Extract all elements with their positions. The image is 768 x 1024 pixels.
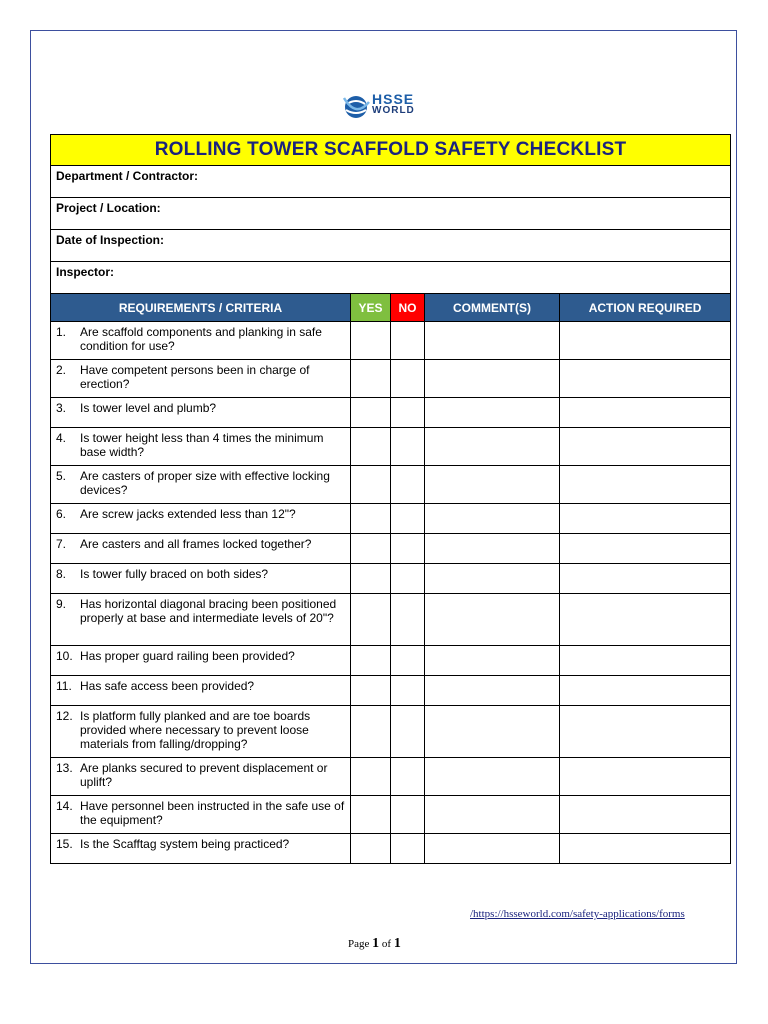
yes-cell[interactable] bbox=[351, 758, 391, 796]
no-cell[interactable] bbox=[391, 796, 425, 834]
requirement-cell bbox=[51, 834, 351, 864]
requirement-cell bbox=[51, 428, 351, 466]
no-cell[interactable] bbox=[391, 534, 425, 564]
checklist-row bbox=[51, 646, 731, 676]
comment-cell[interactable] bbox=[425, 646, 560, 676]
no-cell[interactable] bbox=[391, 322, 425, 360]
yes-cell[interactable] bbox=[351, 834, 391, 864]
requirement-text: Are scaffold components and planking in safe condition for use? bbox=[80, 325, 322, 353]
action-required-cell[interactable] bbox=[560, 706, 731, 758]
yes-cell[interactable] bbox=[351, 676, 391, 706]
checklist-row bbox=[51, 758, 731, 796]
requirement-number: 7. bbox=[56, 537, 67, 551]
action-required-cell[interactable] bbox=[560, 360, 731, 398]
yes-cell[interactable] bbox=[351, 706, 391, 758]
action-required-cell[interactable] bbox=[560, 758, 731, 796]
yes-cell[interactable] bbox=[351, 564, 391, 594]
action-required-column-header: ACTION REQUIRED bbox=[560, 294, 731, 322]
comment-cell[interactable] bbox=[425, 834, 560, 864]
checklist-table bbox=[50, 134, 731, 864]
checklist-row bbox=[51, 534, 731, 564]
requirement-number: 3. bbox=[56, 401, 67, 415]
action-required-cell[interactable] bbox=[560, 534, 731, 564]
no-cell[interactable] bbox=[391, 564, 425, 594]
project-location-field[interactable]: Project / Location: bbox=[51, 198, 731, 230]
requirement-text: Is the Scafftag system being practiced? bbox=[80, 837, 290, 851]
yes-cell[interactable] bbox=[351, 646, 391, 676]
yes-cell[interactable] bbox=[351, 796, 391, 834]
requirement-number: 4. bbox=[56, 431, 67, 445]
logo-text-hsse: HSSE bbox=[372, 91, 415, 107]
requirement-text: Have competent persons been in charge of erection? bbox=[80, 363, 310, 391]
yes-cell[interactable] bbox=[351, 360, 391, 398]
requirement-number: 11. bbox=[56, 679, 72, 693]
requirement-number: 13. bbox=[56, 761, 73, 775]
requirement-number: 12. bbox=[56, 709, 73, 723]
checklist-row bbox=[51, 834, 731, 864]
checklist-row bbox=[51, 504, 731, 534]
comment-cell[interactable] bbox=[425, 594, 560, 646]
requirement-number: 5. bbox=[56, 469, 67, 483]
requirement-text: Is tower level and plumb? bbox=[80, 401, 217, 415]
comment-cell[interactable] bbox=[425, 504, 560, 534]
requirement-cell bbox=[51, 466, 351, 504]
checklist-row bbox=[51, 676, 731, 706]
requirement-text: Is tower fully braced on both sides? bbox=[80, 567, 269, 581]
page-number bbox=[348, 936, 401, 952]
comment-cell[interactable] bbox=[425, 466, 560, 504]
yes-column-header: YES bbox=[351, 294, 391, 322]
comment-cell[interactable] bbox=[425, 534, 560, 564]
requirement-cell bbox=[51, 360, 351, 398]
requirement-text: Are casters and all frames locked together? bbox=[80, 537, 312, 551]
requirement-text: Has safe access been provided? bbox=[80, 679, 255, 693]
no-cell[interactable] bbox=[391, 594, 425, 646]
no-cell[interactable] bbox=[391, 758, 425, 796]
requirement-cell bbox=[51, 594, 351, 646]
comment-cell[interactable] bbox=[425, 676, 560, 706]
action-required-cell[interactable] bbox=[560, 398, 731, 428]
requirement-number: 15. bbox=[56, 837, 73, 851]
action-required-cell[interactable] bbox=[560, 564, 731, 594]
comment-cell[interactable] bbox=[425, 706, 560, 758]
requirements-column-header: REQUIREMENTS / CRITERIA bbox=[51, 294, 351, 322]
requirement-cell bbox=[51, 706, 351, 758]
no-cell[interactable] bbox=[391, 428, 425, 466]
page-current: 1 bbox=[372, 936, 380, 951]
no-cell[interactable] bbox=[391, 676, 425, 706]
requirement-cell bbox=[51, 534, 351, 564]
comment-cell[interactable] bbox=[425, 564, 560, 594]
checklist-title: ROLLING TOWER SCAFFOLD SAFETY CHECKLIST bbox=[51, 135, 731, 166]
requirement-text: Are casters of proper size with effective locking devices? bbox=[80, 469, 330, 497]
comment-cell[interactable] bbox=[425, 398, 560, 428]
action-required-cell[interactable] bbox=[560, 834, 731, 864]
checklist-row bbox=[51, 428, 731, 466]
action-required-cell[interactable] bbox=[560, 322, 731, 360]
requirement-cell bbox=[51, 796, 351, 834]
action-required-cell[interactable] bbox=[560, 594, 731, 646]
no-cell[interactable] bbox=[391, 834, 425, 864]
requirement-cell bbox=[51, 322, 351, 360]
no-cell[interactable] bbox=[391, 504, 425, 534]
requirement-cell bbox=[51, 676, 351, 706]
requirement-number: 10. bbox=[56, 649, 73, 663]
no-cell[interactable] bbox=[391, 646, 425, 676]
yes-cell[interactable] bbox=[351, 534, 391, 564]
logo-text-world: WORLD bbox=[372, 105, 415, 116]
yes-cell[interactable] bbox=[351, 398, 391, 428]
requirement-text: Are screw jacks extended less than 12"? bbox=[80, 507, 296, 521]
inspector-field[interactable]: Inspector: bbox=[51, 262, 731, 294]
action-required-cell[interactable] bbox=[560, 646, 731, 676]
checklist-row bbox=[51, 398, 731, 428]
requirement-cell bbox=[51, 504, 351, 534]
no-cell[interactable] bbox=[391, 466, 425, 504]
requirement-text: Have personnel been instructed in the safe use of the equipment? bbox=[80, 799, 345, 827]
requirement-cell bbox=[51, 564, 351, 594]
checklist-row bbox=[51, 322, 731, 360]
requirement-text: Is tower height less than 4 times the minimum base width? bbox=[80, 431, 324, 459]
requirement-text: Has proper guard railing been provided? bbox=[80, 649, 295, 663]
checklist-row bbox=[51, 466, 731, 504]
yes-cell[interactable] bbox=[351, 594, 391, 646]
page-total: 1 bbox=[393, 936, 401, 951]
requirement-number: 14. bbox=[56, 799, 73, 813]
checklist-row bbox=[51, 796, 731, 834]
requirement-number: 2. bbox=[56, 363, 67, 377]
requirement-text: Are planks secured to prevent displacement or uplift? bbox=[80, 761, 328, 789]
comments-column-header: COMMENT(S) bbox=[425, 294, 560, 322]
action-required-cell[interactable] bbox=[560, 796, 731, 834]
action-required-cell[interactable] bbox=[560, 504, 731, 534]
no-cell[interactable] bbox=[391, 398, 425, 428]
requirement-text: Has horizontal diagonal bracing been positioned properly at base and intermediate levels of 20"? bbox=[80, 597, 337, 625]
requirement-number: 9. bbox=[56, 597, 67, 611]
hsse-world-logo bbox=[342, 90, 442, 124]
forms-link[interactable]: /https://hsseworld.com/safety-applications/forms bbox=[470, 908, 685, 920]
comment-cell[interactable] bbox=[425, 428, 560, 466]
yes-cell[interactable] bbox=[351, 504, 391, 534]
globe-icon bbox=[342, 92, 370, 122]
comment-cell[interactable] bbox=[425, 796, 560, 834]
yes-cell[interactable] bbox=[351, 428, 391, 466]
checklist-row bbox=[51, 594, 731, 646]
action-required-cell[interactable] bbox=[560, 428, 731, 466]
checklist-row bbox=[51, 706, 731, 758]
comment-cell[interactable] bbox=[425, 322, 560, 360]
department-contractor-field[interactable]: Department / Contractor: bbox=[51, 166, 731, 198]
requirement-text: Is platform fully planked and are toe boards provided where necessary to prevent loose materials from falling/dropping? bbox=[80, 709, 311, 751]
comment-cell[interactable] bbox=[425, 360, 560, 398]
requirement-number: 8. bbox=[56, 567, 67, 581]
checklist-row bbox=[51, 360, 731, 398]
requirement-cell bbox=[51, 758, 351, 796]
yes-cell[interactable] bbox=[351, 322, 391, 360]
date-of-inspection-field[interactable]: Date of Inspection: bbox=[51, 230, 731, 262]
page-of: of bbox=[381, 938, 392, 950]
no-cell[interactable] bbox=[391, 360, 425, 398]
requirement-cell bbox=[51, 646, 351, 676]
checklist-row bbox=[51, 564, 731, 594]
yes-cell[interactable] bbox=[351, 466, 391, 504]
page-prefix: Page bbox=[348, 938, 370, 950]
no-column-header: NO bbox=[391, 294, 425, 322]
comment-cell[interactable] bbox=[425, 758, 560, 796]
requirement-number: 6. bbox=[56, 507, 67, 521]
requirement-number: 1. bbox=[56, 325, 67, 339]
action-required-cell[interactable] bbox=[560, 466, 731, 504]
action-required-cell[interactable] bbox=[560, 676, 731, 706]
no-cell[interactable] bbox=[391, 706, 425, 758]
requirement-cell bbox=[51, 398, 351, 428]
